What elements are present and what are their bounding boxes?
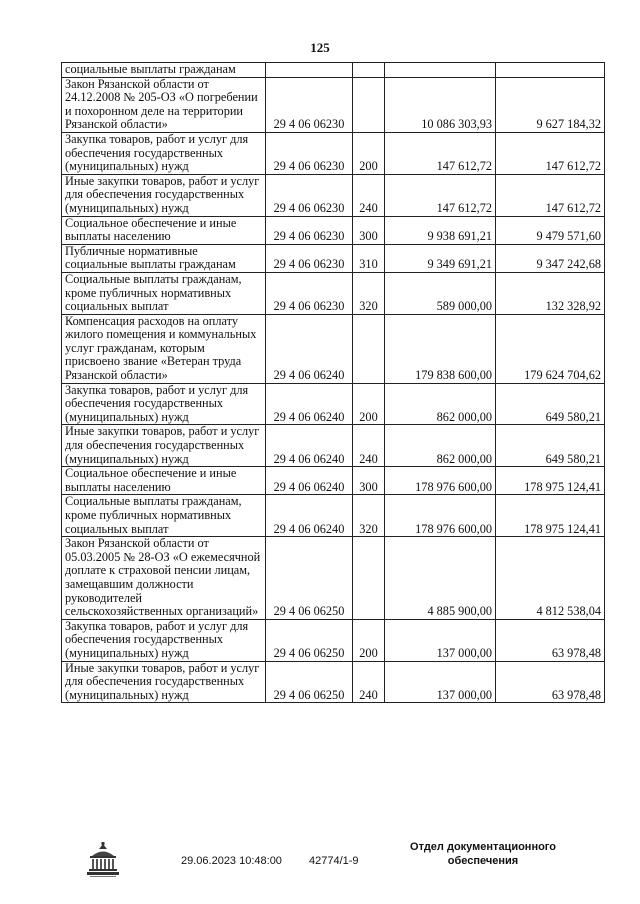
cell-expense-type: 300 [353,216,385,244]
cell-name: Социальное обеспечение и иные выплаты населению [62,216,266,244]
table-row [62,244,605,272]
cell-name: Компенсация расходов на оплату жилого помещения и коммунальных услуг гражданам, которым присвоено звание «Ветеран труда Рязанской области» [62,314,266,383]
cell-amount-executed: 9 627 184,32 [496,77,605,132]
cell-expense-type: 200 [353,619,385,661]
cell-name: социальные выплаты гражданам [62,63,266,78]
duma-building-logo-icon [86,842,120,878]
cell-code [266,63,353,78]
cell-name: Социальные выплаты гражданам, кроме публичных нормативных социальных выплат [62,495,266,537]
cell-expense-type: 320 [353,495,385,537]
table-row [62,467,605,495]
cell-code: 29 4 06 06230 [266,132,353,174]
table-row [62,425,605,467]
cell-amount-planned: 4 885 900,00 [385,537,496,620]
cell-amount-executed: 649 580,21 [496,425,605,467]
cell-amount-executed: 4 812 538,04 [496,537,605,620]
cell-expense-type [353,77,385,132]
cell-expense-type: 320 [353,272,385,314]
cell-expense-type: 200 [353,383,385,425]
cell-expense-type: 310 [353,244,385,272]
page-number: 125 [310,40,330,55]
table-row [62,216,605,244]
cell-code: 29 4 06 06250 [266,661,353,703]
table-row [62,495,605,537]
cell-amount-planned: 147 612,72 [385,174,496,216]
cell-code: 29 4 06 06240 [266,425,353,467]
department-stamp [398,840,568,868]
table-row [62,619,605,661]
table-row [62,132,605,174]
table-row [62,272,605,314]
cell-amount-planned: 9 938 691,21 [385,216,496,244]
cell-name: Закон Рязанской области от 05.03.2005 № 28-ОЗ «О ежемесячной доплате к страховой пенсии лицам, замещавшим должности руководителей сельскохозяйственных организаций» [62,537,266,620]
cell-amount-planned: 862 000,00 [385,383,496,425]
cell-expense-type: 240 [353,425,385,467]
cell-amount-planned: 178 976 600,00 [385,467,496,495]
cell-amount-planned [385,63,496,78]
table-row [62,63,605,78]
cell-code: 29 4 06 06230 [266,77,353,132]
cell-amount-executed: 178 975 124,41 [496,467,605,495]
cell-amount-planned: 179 838 600,00 [385,314,496,383]
document-id: 42774/1-9 [309,855,359,867]
budget-table-body [62,63,605,703]
cell-code: 29 4 06 06240 [266,383,353,425]
cell-name: Социальное обеспечение и иные выплаты населению [62,467,266,495]
cell-name: Закупка товаров, работ и услуг для обеспечения государственных (муниципальных) нужд [62,132,266,174]
cell-amount-planned: 147 612,72 [385,132,496,174]
print-timestamp: 29.06.2023 10:48:00 [181,855,282,867]
cell-amount-executed: 649 580,21 [496,383,605,425]
cell-name: Иные закупки товаров, работ и услуг для обеспечения государственных (муниципальных) нужд [62,425,266,467]
cell-amount-executed: 9 479 571,60 [496,216,605,244]
cell-amount-planned: 9 349 691,21 [385,244,496,272]
cell-name: Социальные выплаты гражданам, кроме публичных нормативных социальных выплат [62,272,266,314]
cell-name: Иные закупки товаров, работ и услуг для обеспечения государственных (муниципальных) нужд [62,661,266,703]
table-row [62,383,605,425]
cell-amount-executed: 147 612,72 [496,132,605,174]
cell-amount-planned: 137 000,00 [385,619,496,661]
cell-expense-type [353,63,385,78]
cell-expense-type [353,537,385,620]
cell-expense-type [353,314,385,383]
cell-amount-executed: 9 347 242,68 [496,244,605,272]
page-footer [0,838,640,898]
cell-name: Публичные нормативные социальные выплаты гражданам [62,244,266,272]
table-row [62,314,605,383]
cell-amount-executed [496,63,605,78]
cell-code: 29 4 06 06250 [266,537,353,620]
table-row [62,537,605,620]
cell-code: 29 4 06 06230 [266,244,353,272]
cell-amount-planned: 862 000,00 [385,425,496,467]
cell-amount-executed: 132 328,92 [496,272,605,314]
table-row [62,174,605,216]
cell-code: 29 4 06 06250 [266,619,353,661]
cell-amount-executed: 178 975 124,41 [496,495,605,537]
cell-code: 29 4 06 06230 [266,272,353,314]
cell-name: Закупка товаров, работ и услуг для обеспечения государственных (муниципальных) нужд [62,619,266,661]
cell-amount-planned: 10 086 303,93 [385,77,496,132]
department-line-1: Отдел документационного [410,841,556,853]
table-row [62,77,605,132]
cell-code: 29 4 06 06230 [266,174,353,216]
cell-name: Закупка товаров, работ и услуг для обеспечения государственных (муниципальных) нужд [62,383,266,425]
cell-expense-type: 300 [353,467,385,495]
cell-amount-executed: 63 978,48 [496,619,605,661]
table-row [62,661,605,703]
cell-code: 29 4 06 06240 [266,495,353,537]
cell-code: 29 4 06 06240 [266,467,353,495]
cell-amount-planned: 589 000,00 [385,272,496,314]
cell-amount-planned: 178 976 600,00 [385,495,496,537]
cell-amount-planned: 137 000,00 [385,661,496,703]
cell-expense-type: 240 [353,661,385,703]
cell-expense-type: 240 [353,174,385,216]
cell-amount-executed: 179 624 704,62 [496,314,605,383]
cell-amount-executed: 63 978,48 [496,661,605,703]
cell-name: Иные закупки товаров, работ и услуг для обеспечения государственных (муниципальных) нужд [62,174,266,216]
cell-code: 29 4 06 06240 [266,314,353,383]
cell-expense-type: 200 [353,132,385,174]
cell-code: 29 4 06 06230 [266,216,353,244]
cell-name: Закон Рязанской области от 24.12.2008 № 205-ОЗ «О погребении и похоронном деле на территории Рязанской области» [62,77,266,132]
department-line-2: обеспечения [447,855,519,867]
cell-amount-executed: 147 612,72 [496,174,605,216]
budget-table [61,62,605,703]
